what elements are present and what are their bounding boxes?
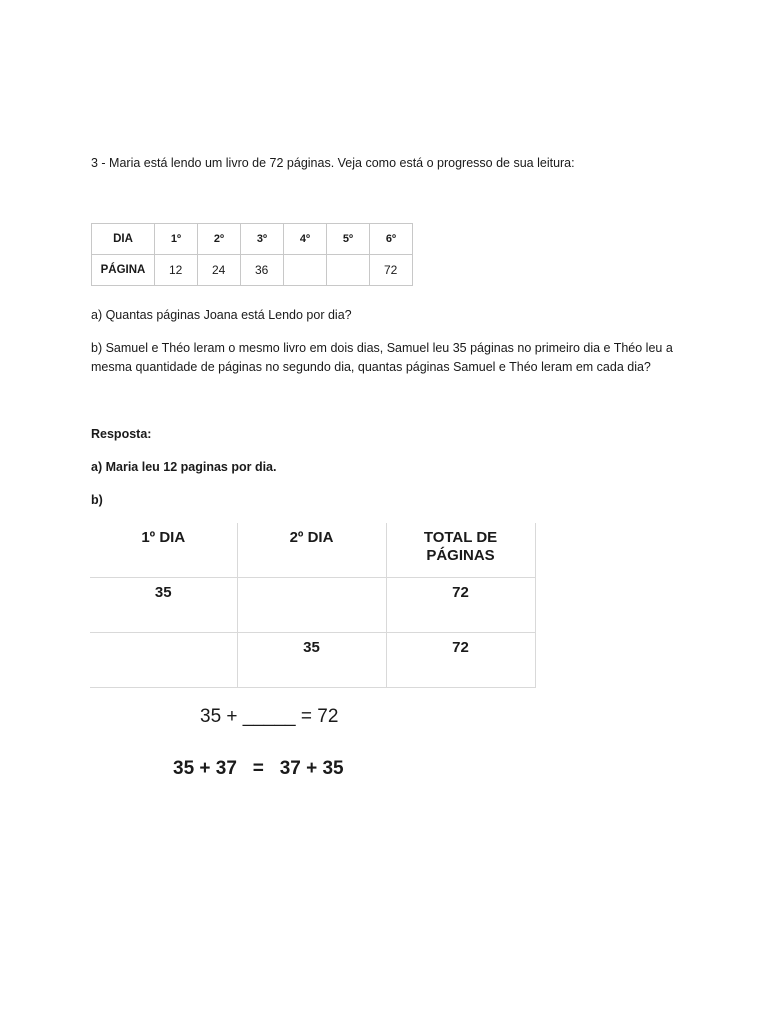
question-intro: 3 - Maria está lendo um livro de 72 páginas. Veja como está o progresso de sua leitura:	[91, 156, 575, 170]
row-header-day: DIA	[92, 224, 155, 255]
equation-1: 35 + _____ = 72	[200, 706, 339, 727]
day-6: 6º	[370, 224, 413, 255]
page-day-3: 36	[241, 255, 284, 286]
answer-a-text: Maria leu 12 paginas por dia.	[102, 460, 277, 474]
answer-table	[90, 523, 536, 688]
page-day-1: 12	[155, 255, 198, 286]
answer-a	[91, 457, 276, 477]
day-4: 4º	[284, 224, 327, 255]
table-row	[90, 632, 535, 687]
cell-r1-day1: 35	[90, 577, 237, 632]
cell-r2-total: 72	[386, 632, 535, 687]
day-1: 1º	[155, 224, 198, 255]
equation-2: 35 + 37 = 37 + 35	[173, 758, 344, 779]
cell-r2-day1	[90, 632, 237, 687]
answer-b-label: b)	[91, 493, 103, 507]
day-5: 5º	[327, 224, 370, 255]
question-part-a: a) Quantas páginas Joana está Lendo por dia?	[91, 308, 352, 322]
header-day-2: 2º DIA	[237, 523, 386, 577]
header-day-1: 1º DIA	[90, 523, 237, 577]
day-2: 2º	[198, 224, 241, 255]
table-row	[92, 224, 413, 255]
page-day-6: 72	[370, 255, 413, 286]
progress-table	[91, 223, 413, 286]
page-day-2: 24	[198, 255, 241, 286]
page-day-4	[284, 255, 327, 286]
page-day-5	[327, 255, 370, 286]
row-header-page: PÁGINA	[92, 255, 155, 286]
table-row	[90, 523, 535, 577]
answer-label: Resposta:	[91, 427, 152, 441]
table-row	[92, 255, 413, 286]
cell-r1-total: 72	[386, 577, 535, 632]
question-part-b-line1: b) Samuel e Théo leram o mesmo livro em dois dias, Samuel leu 35 páginas no primeiro dia e Théo leu a	[91, 341, 673, 355]
table-row	[90, 577, 535, 632]
cell-r1-day2	[237, 577, 386, 632]
day-3: 3º	[241, 224, 284, 255]
answer-a-prefix: a)	[91, 460, 103, 474]
question-part-b-line2: mesma quantidade de páginas no segundo dia, quantas páginas Samuel e Théo leram em cada dia?	[91, 360, 651, 374]
cell-r2-day2: 35	[237, 632, 386, 687]
header-total: TOTAL DE PÁGINAS	[386, 523, 535, 577]
